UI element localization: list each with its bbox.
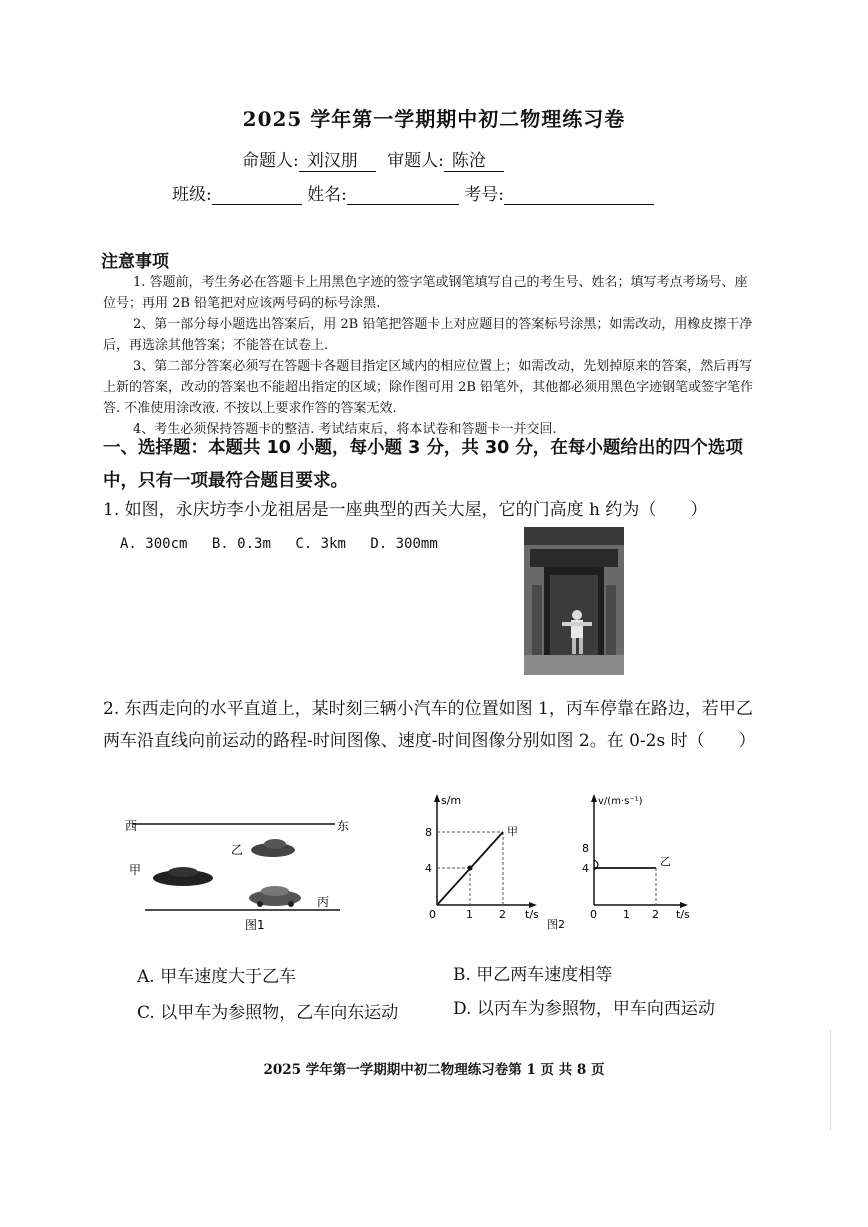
notice-list — [103, 272, 755, 440]
st-ylabel: s/m — [441, 794, 462, 807]
question-1-options — [120, 536, 454, 552]
vt-xtick-2: 2 — [652, 908, 659, 921]
authors-line — [242, 146, 504, 172]
option-b: B. 0.3m — [211, 536, 271, 552]
option-a: A. 300cm — [120, 536, 188, 552]
st-xtick-2: 2 — [499, 908, 506, 921]
class-blank — [212, 186, 302, 205]
reviewer-name: 陈沧 — [444, 146, 504, 172]
scan-edge-line — [830, 1030, 831, 1130]
notice-item: 2、第一部分每小题选出答案后，用 2B 铅笔把答题卡上对应题目的答案标号涂黑；如需改动，用橡皮擦干净后，再选涂其他答案；不能答在试卷上. — [103, 317, 753, 353]
car-jia-label: 甲 — [129, 863, 142, 877]
q2-option-c: C. 以甲车为参照物，乙车向东运动 — [137, 1003, 399, 1023]
setter-label: 命题人: — [242, 151, 299, 171]
st-xlabel: t/s — [525, 908, 539, 921]
name-blank — [347, 186, 459, 205]
question-2-stem: 2. 东西走向的水平直道上，某时刻三辆小汽车的位置如图 1，丙车停靠在路边，若甲乙两车沿直线向前运动的路程-时间图像、速度-时间图像分别如图 2。在 0-2s 时（ ） — [103, 699, 756, 751]
class-label: 班级: — [172, 185, 212, 205]
east-label: 东 — [337, 819, 350, 833]
figure-2-caption: 图2 — [547, 918, 565, 931]
st-line-label: 甲 — [507, 825, 518, 838]
section-heading: 一、选择题：本题共 10 小题，每小题 3 分，共 30 分，在每小题给出的四个选项中，只有一项最符合题目要求。 — [103, 438, 743, 491]
car-bing-label: 丙 — [317, 895, 330, 909]
notice-item: 1. 答题前，考生务必在答题卡上用黑色字迹的签字笔或钢笔填写自己的考生号、姓名；填写考点考场号、座位号；再用 2B 铅笔把对应该两号码的标号涂黑. — [103, 275, 748, 311]
notice-item: 3、第二部分答案必须写在答题卡各题目指定区域内的相应位置上；如需改动，先划掉原来的答案，然后再写上新的答案，改动的答案也不能超出指定的区域；除作图可用 2B 铅笔外，其他都必须用黑色字迹钢笔或签字笔作答. 不准使用涂改液. 不按以上要求作答的答案无效. — [103, 359, 754, 416]
vt-line-label: 乙 — [660, 855, 671, 868]
q2-option-a: A. 甲车速度大于乙车 — [137, 967, 297, 987]
vt-xlabel: t/s — [676, 908, 690, 921]
door-photo — [524, 527, 624, 675]
st-xtick-0: 0 — [429, 908, 436, 921]
car-yi-label: 乙 — [231, 843, 244, 857]
exam-no-label: 考号: — [464, 185, 505, 205]
student-info-line — [172, 180, 654, 205]
figure-1-caption: 图1 — [245, 918, 265, 932]
st-ytick-8: 8 — [425, 826, 432, 839]
figure-1-road — [125, 812, 355, 941]
option-d: D. 300mm — [370, 536, 438, 552]
st-ytick-4: 4 — [425, 862, 432, 875]
vt-ytick-8: 8 — [582, 842, 589, 855]
page-footer: 2025 学年第一学期期中初二物理练习卷第 1 页 共 8 页 — [263, 1062, 605, 1078]
notice-heading: 注意事项 — [101, 252, 169, 272]
car-jia-icon — [153, 867, 213, 886]
vt-xtick-1: 1 — [623, 908, 630, 921]
question-1-stem: 1. 如图，永庆坊李小龙祖居是一座典型的西关大屋，它的门高度 h 约为（ ） — [103, 500, 708, 520]
car-bing-icon — [249, 886, 301, 907]
option-c: C. 3km — [295, 536, 346, 552]
vt-ylabel: v/(m·s⁻¹) — [598, 796, 643, 807]
st-xtick-1: 1 — [466, 908, 473, 921]
west-label: 西 — [125, 819, 138, 833]
name-label: 姓名: — [307, 185, 347, 205]
exam-no-blank — [504, 186, 654, 205]
notice-item: 4、考生必须保持答题卡的整洁. 考试结束后，将本试卷和答题卡一并交回. — [133, 422, 557, 437]
vt-xtick-0: 0 — [590, 908, 597, 921]
reviewer-label: 审题人: — [387, 151, 444, 171]
figure-2-vt-graph — [570, 790, 700, 929]
q2-option-d: D. 以丙车为参照物，甲车向西运动 — [453, 999, 715, 1019]
setter-name: 刘汉朋 — [299, 146, 376, 172]
figure-2-st-graph — [415, 790, 565, 939]
page-title: 2025 学年第一学期期中初二物理练习卷 — [242, 107, 626, 131]
car-yi-icon — [251, 839, 295, 857]
q2-option-b: B. 甲乙两车速度相等 — [453, 965, 613, 985]
vt-ytick-4: 4 — [582, 862, 589, 875]
